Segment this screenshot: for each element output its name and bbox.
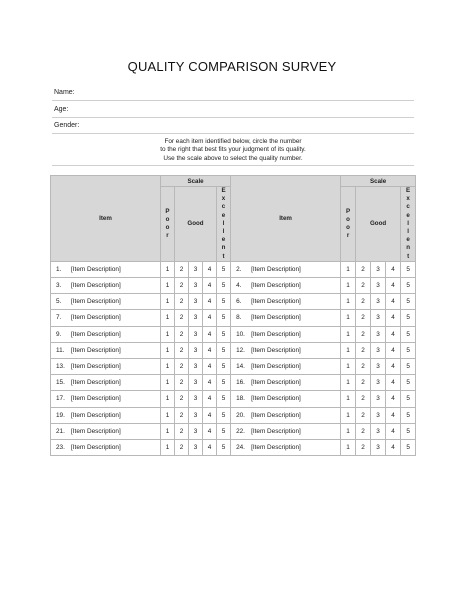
item-number: 11. [56, 346, 65, 354]
rating-option[interactable]: 3 [371, 391, 386, 407]
item-description: [Item Description] [251, 411, 301, 419]
instructions [52, 138, 414, 166]
item-description-cell [231, 326, 341, 342]
item-description-cell [51, 310, 161, 326]
rating-option[interactable]: 5 [217, 294, 231, 310]
rating-option[interactable]: 2 [175, 439, 189, 455]
item-description: [Item Description] [71, 363, 121, 371]
rating-option[interactable]: 3 [371, 407, 386, 423]
item-number: 18. [236, 395, 245, 403]
rating-option[interactable]: 4 [386, 439, 401, 455]
rating-option[interactable]: 1 [161, 375, 175, 391]
item-number: 24. [236, 443, 245, 451]
item-description-cell [231, 294, 341, 310]
item-header: Item [51, 176, 161, 262]
item-description: [Item Description] [251, 346, 301, 354]
item-description-cell [231, 375, 341, 391]
gender-label: Gender: [54, 122, 80, 129]
rating-option[interactable]: 3 [371, 294, 386, 310]
rating-option[interactable]: 3 [371, 261, 386, 277]
survey-table [50, 175, 416, 456]
rating-option[interactable]: 2 [175, 310, 189, 326]
item-description-cell [231, 310, 341, 326]
rating-option[interactable]: 1 [161, 391, 175, 407]
rating-option[interactable]: 1 [161, 439, 175, 455]
rating-option[interactable]: 4 [203, 358, 217, 374]
rating-option[interactable]: 2 [356, 342, 371, 358]
rating-option[interactable]: 1 [341, 261, 356, 277]
rating-option[interactable]: 1 [161, 278, 175, 294]
scale-header: Scale [341, 176, 416, 187]
rating-option[interactable]: 1 [341, 375, 356, 391]
item-description: [Item Description] [71, 411, 121, 419]
rating-option[interactable]: 5 [217, 358, 231, 374]
rating-option[interactable]: 3 [371, 358, 386, 374]
rating-option[interactable]: 3 [189, 423, 203, 439]
rating-option[interactable]: 3 [371, 326, 386, 342]
item-description-cell [231, 407, 341, 423]
item-description: [Item Description] [71, 265, 121, 273]
rating-option[interactable]: 5 [401, 310, 416, 326]
item-description: [Item Description] [71, 346, 121, 354]
rating-option[interactable]: 4 [203, 326, 217, 342]
rating-option[interactable]: 3 [189, 358, 203, 374]
rating-option[interactable]: 5 [217, 326, 231, 342]
item-number: 5. [56, 298, 62, 306]
scale-excellent-label: E x c e l l e n t [401, 187, 416, 262]
item-description-cell [231, 342, 341, 358]
table-row [51, 278, 416, 294]
item-description-cell [231, 278, 341, 294]
name-field[interactable] [52, 84, 414, 101]
table-row [51, 261, 416, 277]
rating-option[interactable]: 2 [175, 294, 189, 310]
item-number: 23. [56, 443, 65, 451]
rating-option[interactable]: 2 [356, 310, 371, 326]
scale-poor-label: P o o r [161, 187, 175, 262]
item-description-cell [231, 423, 341, 439]
rating-option[interactable]: 4 [386, 294, 401, 310]
item-number: 4. [236, 282, 242, 290]
item-number: 14. [236, 363, 245, 371]
item-description: [Item Description] [71, 443, 121, 451]
table-row [51, 423, 416, 439]
rating-option[interactable]: 2 [356, 261, 371, 277]
instruction-line: Use the scale above to select the quality number. [163, 154, 303, 162]
item-number: 17. [56, 395, 65, 403]
rating-option[interactable]: 3 [189, 407, 203, 423]
rating-option[interactable]: 4 [386, 358, 401, 374]
item-number: 16. [236, 379, 245, 387]
rating-option[interactable]: 3 [371, 439, 386, 455]
item-description-cell [51, 375, 161, 391]
rating-option[interactable]: 5 [401, 407, 416, 423]
table-row [51, 310, 416, 326]
rating-option[interactable]: 4 [203, 294, 217, 310]
rating-option[interactable]: 4 [203, 310, 217, 326]
item-description-cell [51, 439, 161, 455]
rating-option[interactable]: 4 [386, 423, 401, 439]
item-description: [Item Description] [71, 314, 121, 322]
table-row [51, 342, 416, 358]
item-description: [Item Description] [71, 395, 121, 403]
item-description: [Item Description] [251, 330, 301, 338]
rating-option[interactable]: 5 [217, 310, 231, 326]
rating-option[interactable]: 2 [356, 294, 371, 310]
rating-option[interactable]: 4 [203, 391, 217, 407]
rating-option[interactable]: 4 [203, 439, 217, 455]
item-number: 21. [56, 427, 65, 435]
rating-option[interactable]: 5 [401, 358, 416, 374]
item-description-cell [231, 261, 341, 277]
instruction-line: to the right that best fits your judgment of its quality. [160, 146, 306, 154]
rating-option[interactable]: 3 [371, 423, 386, 439]
rating-option[interactable]: 4 [203, 375, 217, 391]
rating-option[interactable]: 2 [175, 423, 189, 439]
rating-option[interactable]: 2 [356, 375, 371, 391]
rating-option[interactable]: 2 [175, 261, 189, 277]
rating-option[interactable]: 1 [161, 310, 175, 326]
table-row [51, 407, 416, 423]
item-description: [Item Description] [251, 282, 301, 290]
table-row [51, 294, 416, 310]
rating-option[interactable]: 2 [356, 407, 371, 423]
item-number: 3. [56, 282, 62, 290]
rating-option[interactable]: 3 [189, 278, 203, 294]
rating-option[interactable]: 5 [217, 423, 231, 439]
item-description: [Item Description] [71, 330, 121, 338]
item-description: [Item Description] [251, 363, 301, 371]
rating-option[interactable]: 1 [161, 261, 175, 277]
item-number: 13. [56, 363, 65, 371]
rating-option[interactable]: 1 [341, 294, 356, 310]
item-number: 12. [236, 346, 245, 354]
rating-option[interactable]: 4 [386, 342, 401, 358]
page-title: QUALITY COMPARISON SURVEY [127, 59, 337, 74]
rating-option[interactable]: 5 [217, 342, 231, 358]
rating-option[interactable]: 5 [217, 439, 231, 455]
rating-option[interactable]: 2 [175, 278, 189, 294]
rating-option[interactable]: 1 [341, 358, 356, 374]
rating-option[interactable]: 4 [203, 407, 217, 423]
rating-option[interactable]: 4 [203, 261, 217, 277]
rating-option[interactable]: 1 [341, 310, 356, 326]
item-number: 22. [236, 427, 245, 435]
item-number: 6. [236, 298, 242, 306]
rating-option[interactable]: 1 [341, 423, 356, 439]
rating-option[interactable]: 2 [175, 342, 189, 358]
rating-option[interactable]: 2 [356, 439, 371, 455]
rating-option[interactable]: 5 [401, 439, 416, 455]
rating-option[interactable]: 3 [371, 375, 386, 391]
rating-option[interactable]: 3 [189, 375, 203, 391]
item-description-cell [51, 358, 161, 374]
table-row [51, 375, 416, 391]
table-row [51, 326, 416, 342]
rating-option[interactable]: 4 [386, 391, 401, 407]
item-number: 2. [236, 265, 242, 273]
table-row [51, 358, 416, 374]
item-number: 15. [56, 379, 65, 387]
item-description-cell [51, 407, 161, 423]
scale-header: Scale [161, 176, 231, 187]
rating-option[interactable]: 5 [401, 294, 416, 310]
item-description: [Item Description] [251, 379, 301, 387]
rating-option[interactable]: 3 [189, 326, 203, 342]
rating-option[interactable]: 4 [203, 278, 217, 294]
rating-option[interactable]: 2 [175, 358, 189, 374]
rating-option[interactable]: 3 [189, 342, 203, 358]
rating-option[interactable]: 1 [161, 294, 175, 310]
rating-option[interactable]: 5 [401, 423, 416, 439]
rating-option[interactable]: 2 [356, 391, 371, 407]
rating-option[interactable]: 1 [341, 278, 356, 294]
item-description-cell [51, 294, 161, 310]
item-number: 10. [236, 330, 245, 338]
item-description: [Item Description] [251, 265, 301, 273]
rating-option[interactable]: 3 [189, 261, 203, 277]
survey-body [51, 261, 416, 455]
rating-option[interactable]: 2 [175, 391, 189, 407]
item-description: [Item Description] [251, 427, 301, 435]
age-label: Age: [54, 106, 69, 113]
rating-option[interactable]: 5 [401, 342, 416, 358]
rating-option[interactable]: 1 [161, 407, 175, 423]
rating-option[interactable]: 4 [386, 375, 401, 391]
item-description-cell [231, 439, 341, 455]
item-number: 19. [56, 411, 65, 419]
rating-option[interactable]: 1 [341, 439, 356, 455]
item-number: 7. [56, 314, 62, 322]
item-header: Item [231, 176, 341, 262]
item-description: [Item Description] [71, 282, 121, 290]
rating-option[interactable]: 1 [341, 407, 356, 423]
rating-option[interactable]: 1 [341, 326, 356, 342]
item-description: [Item Description] [71, 427, 121, 435]
rating-option[interactable]: 3 [189, 310, 203, 326]
item-description: [Item Description] [251, 395, 301, 403]
rating-option[interactable]: 5 [401, 278, 416, 294]
item-description-cell [51, 261, 161, 277]
item-number: 9. [56, 330, 62, 338]
rating-option[interactable]: 1 [341, 342, 356, 358]
item-description-cell [231, 358, 341, 374]
item-description: [Item Description] [71, 298, 121, 306]
rating-option[interactable]: 2 [175, 407, 189, 423]
rating-option[interactable]: 4 [203, 423, 217, 439]
rating-option[interactable]: 5 [217, 407, 231, 423]
rating-option[interactable]: 5 [217, 261, 231, 277]
rating-option[interactable]: 3 [371, 278, 386, 294]
item-number: 8. [236, 314, 242, 322]
item-description: [Item Description] [251, 314, 301, 322]
rating-option[interactable]: 3 [189, 439, 203, 455]
rating-option[interactable]: 2 [356, 326, 371, 342]
scale-poor-label: P o o r [341, 187, 356, 262]
item-description-cell [51, 326, 161, 342]
item-number: 20. [236, 411, 245, 419]
item-description: [Item Description] [251, 443, 301, 451]
rating-option[interactable]: 5 [401, 326, 416, 342]
rating-option[interactable]: 2 [175, 326, 189, 342]
item-description-cell [51, 342, 161, 358]
item-description: [Item Description] [251, 298, 301, 306]
table-row [51, 391, 416, 407]
rating-option[interactable]: 1 [161, 358, 175, 374]
rating-option[interactable]: 4 [386, 407, 401, 423]
item-number: 1. [56, 265, 62, 273]
rating-option[interactable]: 1 [161, 342, 175, 358]
item-description-cell [51, 391, 161, 407]
rating-option[interactable]: 5 [401, 375, 416, 391]
rating-option[interactable]: 4 [386, 310, 401, 326]
item-description: [Item Description] [71, 379, 121, 387]
item-description-cell [51, 278, 161, 294]
scale-excellent-label: E x c e l l e n t [217, 187, 231, 262]
rating-option[interactable]: 3 [371, 310, 386, 326]
rating-option[interactable]: 1 [341, 391, 356, 407]
scale-good-label: Good [356, 187, 401, 262]
rating-option[interactable]: 2 [356, 278, 371, 294]
rating-option[interactable]: 3 [371, 342, 386, 358]
scale-good-label: Good [175, 187, 217, 262]
gender-field[interactable] [52, 117, 414, 134]
rating-option[interactable]: 1 [161, 423, 175, 439]
rating-option[interactable]: 3 [189, 391, 203, 407]
rating-option[interactable]: 5 [217, 278, 231, 294]
rating-option[interactable]: 4 [386, 278, 401, 294]
instruction-line: For each item identified below, circle the number [164, 138, 302, 145]
rating-option[interactable]: 5 [401, 391, 416, 407]
rating-option[interactable]: 1 [161, 326, 175, 342]
rating-option[interactable]: 2 [175, 375, 189, 391]
rating-option[interactable]: 5 [217, 391, 231, 407]
item-description-cell [231, 391, 341, 407]
item-description-cell [51, 423, 161, 439]
rating-option[interactable]: 2 [356, 358, 371, 374]
rating-option[interactable]: 4 [203, 342, 217, 358]
table-row [51, 439, 416, 455]
rating-option[interactable]: 4 [386, 326, 401, 342]
rating-option[interactable]: 3 [189, 294, 203, 310]
rating-option[interactable]: 5 [401, 261, 416, 277]
rating-option[interactable]: 2 [356, 423, 371, 439]
rating-option[interactable]: 5 [217, 375, 231, 391]
age-field[interactable] [52, 101, 414, 118]
rating-option[interactable]: 4 [386, 261, 401, 277]
name-label: Name: [54, 89, 75, 96]
